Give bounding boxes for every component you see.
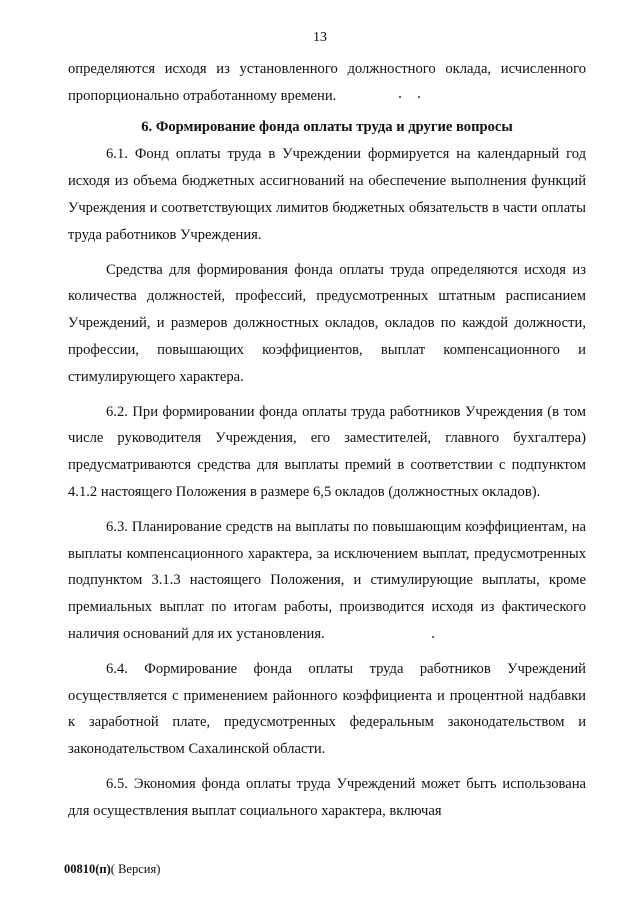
paragraph-6-4: 6.4. Формирование фонда оплаты труда работников Учреждений осуществляется с применением районного коэффициента и процентной надбавки к заработной плате, предусмотренных федеральным законодательством и законодательством Сахалинской области. bbox=[68, 660, 586, 758]
scan-speck bbox=[432, 636, 434, 638]
section-heading: 6. Формирование фонда оплаты труда и другие вопросы bbox=[141, 118, 513, 135]
paragraph-6-1-funds: Средства для формирования фонда оплаты труда определяются исходя из количества должностей, профессий, предусмотренных штатным расписанием Учреждений, и размеров должностных окладов, окладов по каждой должности, профессии, повышающих коэффициентов, выплат компенсационного и стимулирующего характера. bbox=[68, 261, 586, 385]
document-version: ( Версия) bbox=[110, 862, 161, 876]
paragraph-6-1: 6.1. Фонд оплаты труда в Учреждении формируется на календарный год исходя из объема бюджетных ассигнований на обеспечение выполнения функций Учреждения и соответствующих лимитов бюджетных обязательств в части оплаты труда работников Учреждения. bbox=[68, 146, 586, 243]
paragraph-6-2: 6.2. При формировании фонда оплаты труда работников Учреждения (в том числе руководителя Учреждения, его заместителей, главного бухгалтера) предусматриваются средства для выплаты премий в соответствии с подпунктом 4.1.2 настоящего Положения в размере 6,5 окладов (должностных окладов). bbox=[68, 403, 586, 500]
paragraph-6-3: 6.3. Планирование средств на выплаты по повышающим коэффициентам, на выплаты компенсационного характера, за исключением выплат, предусмотренных подпунктом 3.1.3 настоящего Положения, и стимулирующие выплаты, кроме премиальных выплат по итогам работы, производится исходя из фактического наличия оснований для их установления. bbox=[68, 518, 586, 642]
scan-speck bbox=[399, 96, 401, 98]
document-body bbox=[68, 56, 586, 825]
page-number: 13 bbox=[313, 30, 327, 45]
paragraph-6-5: 6.5. Экономия фонда оплаты труда Учреждений может быть использована для осуществления выплат социального характера, включая bbox=[68, 775, 586, 819]
paragraph-continuation: определяются исходя из установленного должностного оклада, исчисленного пропорционально отработанному времени. bbox=[68, 61, 586, 104]
document-footer bbox=[64, 862, 160, 877]
document-code: 00810(п) bbox=[64, 862, 111, 876]
scan-speck bbox=[418, 96, 420, 98]
